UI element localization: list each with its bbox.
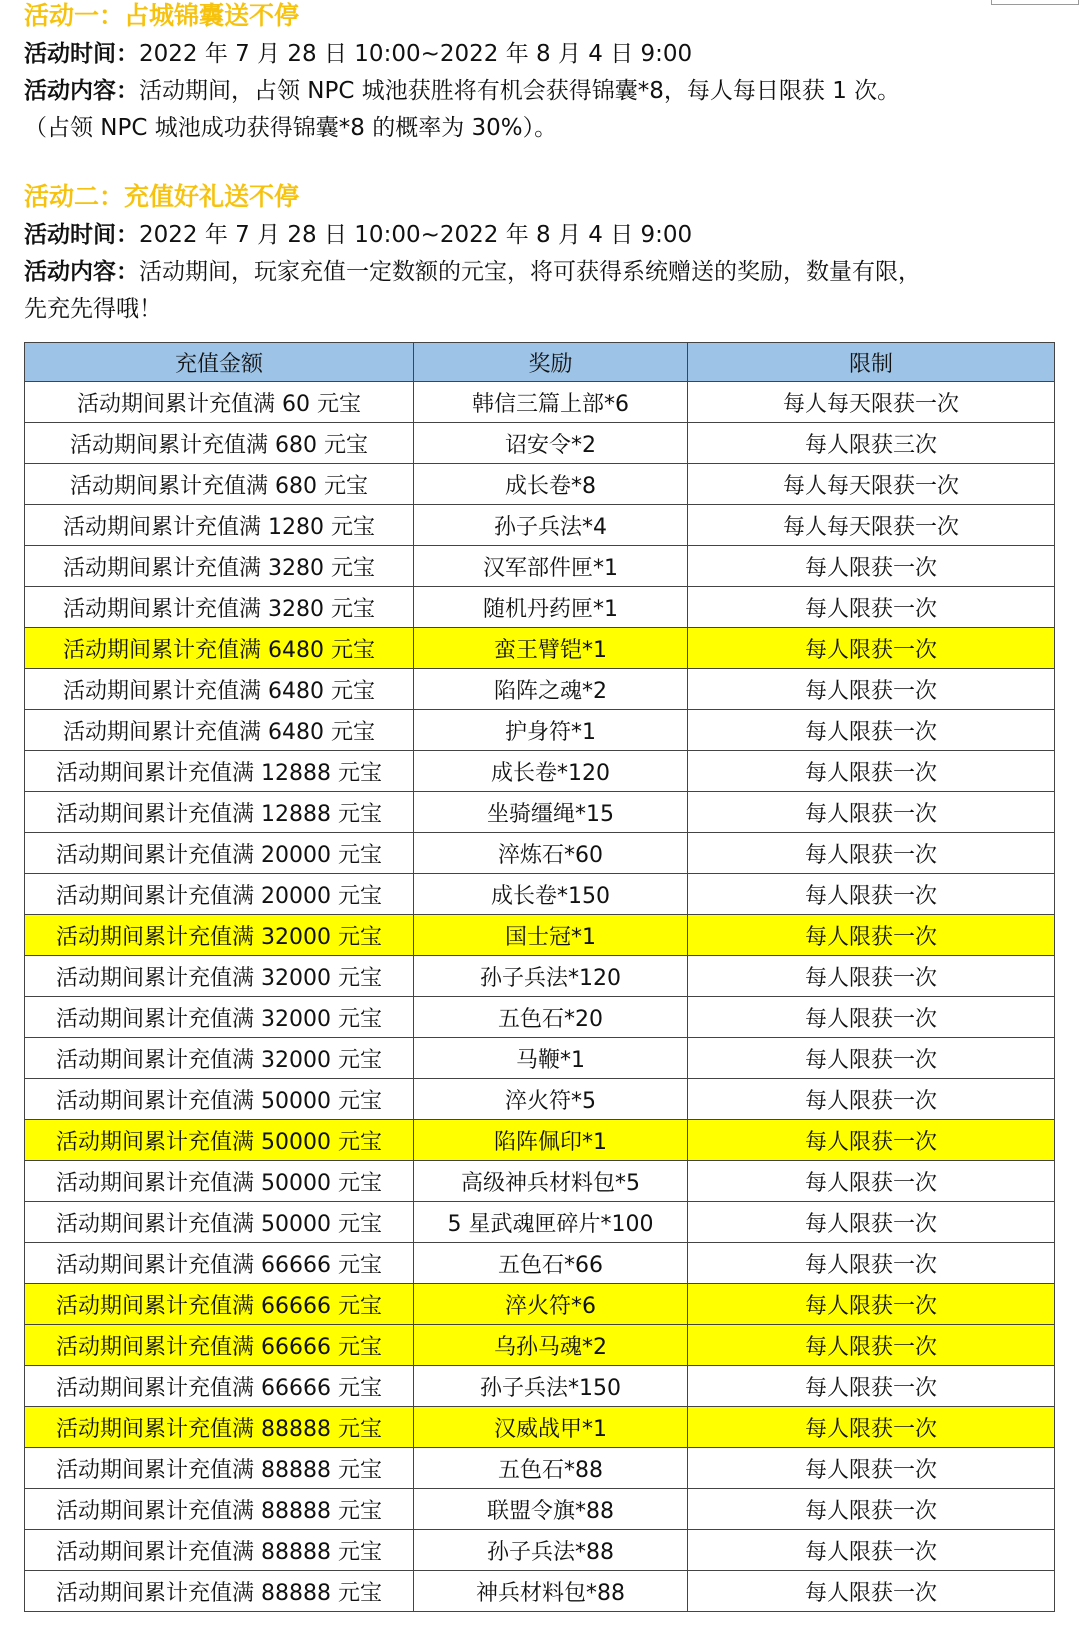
reward-cell: 国士冠*1 <box>414 915 688 956</box>
reward-cell: 孙子兵法*88 <box>414 1530 688 1571</box>
amount-cell: 活动期间累计充值满 88888 元宝 <box>25 1571 414 1612</box>
amount-cell: 活动期间累计充值满 66666 元宝 <box>25 1366 414 1407</box>
reward-cell: 乌孙马魂*2 <box>414 1325 688 1366</box>
table-row <box>25 1161 1055 1202</box>
amount-cell: 活动期间累计充值满 6480 元宝 <box>25 710 414 751</box>
reward-cell: 孙子兵法*4 <box>414 505 688 546</box>
table-row <box>25 833 1055 874</box>
limit-cell: 每人限获一次 <box>688 1530 1055 1571</box>
table-row <box>25 505 1055 546</box>
reward-cell: 成长卷*120 <box>414 751 688 792</box>
reward-cell: 陷阵佩印*1 <box>414 1120 688 1161</box>
table-row <box>25 546 1055 587</box>
amount-cell: 活动期间累计充值满 1280 元宝 <box>25 505 414 546</box>
amount-cell: 活动期间累计充值满 88888 元宝 <box>25 1530 414 1571</box>
reward-cell: 随机丹药匣*1 <box>414 587 688 628</box>
table-row <box>25 669 1055 710</box>
limit-cell: 每人限获一次 <box>688 669 1055 710</box>
table-row <box>25 1366 1055 1407</box>
activity2-content-label: 活动内容： <box>24 259 139 285</box>
activity1-content-line1: 活动期间，占领 NPC 城池获胜将有机会获得锦囊*8，每人每日限获 1 次。 <box>139 78 901 104</box>
amount-cell: 活动期间累计充值满 32000 元宝 <box>25 915 414 956</box>
limit-cell: 每人每天限获一次 <box>688 464 1055 505</box>
activity2-time-label: 活动时间： <box>24 222 139 248</box>
amount-cell: 活动期间累计充值满 50000 元宝 <box>25 1079 414 1120</box>
table-header-row <box>25 343 1055 382</box>
reward-cell: 孙子兵法*150 <box>414 1366 688 1407</box>
limit-cell: 每人限获一次 <box>688 956 1055 997</box>
table-row <box>25 1243 1055 1284</box>
limit-cell: 每人限获一次 <box>688 1079 1055 1120</box>
activity2-content-line1: 活动期间，玩家充值一定数额的元宝，将可获得系统赠送的奖励，数量有限， <box>139 259 921 285</box>
header-limit: 限制 <box>688 343 1055 382</box>
reward-cell: 成长卷*8 <box>414 464 688 505</box>
activity1-title: 活动一：占城锦囊送不停 <box>24 1 300 30</box>
reward-cell: 孙子兵法*120 <box>414 956 688 997</box>
reward-cell: 5 星武魂匣碎片*100 <box>414 1202 688 1243</box>
limit-cell: 每人限获一次 <box>688 587 1055 628</box>
reward-cell: 五色石*66 <box>414 1243 688 1284</box>
table-row <box>25 915 1055 956</box>
amount-cell: 活动期间累计充值满 32000 元宝 <box>25 997 414 1038</box>
table-row <box>25 1489 1055 1530</box>
table-row <box>25 382 1055 423</box>
limit-cell: 每人每天限获一次 <box>688 505 1055 546</box>
table-row <box>25 792 1055 833</box>
table-row <box>25 1079 1055 1120</box>
reward-cell: 护身符*1 <box>414 710 688 751</box>
activity1-content <box>24 73 1064 110</box>
table-row <box>25 874 1055 915</box>
table-row <box>25 1325 1055 1366</box>
amount-cell: 活动期间累计充值满 3280 元宝 <box>25 587 414 628</box>
limit-cell: 每人限获一次 <box>688 1448 1055 1489</box>
header-reward: 奖励 <box>414 343 688 382</box>
limit-cell: 每人限获一次 <box>688 1243 1055 1284</box>
table-row <box>25 1530 1055 1571</box>
limit-cell: 每人限获一次 <box>688 1161 1055 1202</box>
limit-cell: 每人限获一次 <box>688 1407 1055 1448</box>
limit-cell: 每人限获一次 <box>688 1202 1055 1243</box>
activity2-content-line2: 先充先得哦！ <box>24 296 162 322</box>
amount-cell: 活动期间累计充值满 12888 元宝 <box>25 792 414 833</box>
amount-cell: 活动期间累计充值满 50000 元宝 <box>25 1120 414 1161</box>
limit-cell: 每人限获一次 <box>688 710 1055 751</box>
amount-cell: 活动期间累计充值满 66666 元宝 <box>25 1325 414 1366</box>
table-row <box>25 1407 1055 1448</box>
limit-cell: 每人限获一次 <box>688 1038 1055 1079</box>
activity1-time-value: 2022 年 7 月 28 日 10:00~2022 年 8 月 4 日 9:00 <box>139 41 693 67</box>
reward-cell: 诏安令*2 <box>414 423 688 464</box>
reward-cell: 淬火符*5 <box>414 1079 688 1120</box>
reward-cell: 陷阵之魂*2 <box>414 669 688 710</box>
amount-cell: 活动期间累计充值满 66666 元宝 <box>25 1243 414 1284</box>
activity2-title: 活动二：充值好礼送不停 <box>24 182 300 211</box>
table-row <box>25 751 1055 792</box>
activity1-content-label: 活动内容： <box>24 78 139 104</box>
amount-cell: 活动期间累计充值满 6480 元宝 <box>25 669 414 710</box>
limit-cell: 每人限获一次 <box>688 751 1055 792</box>
amount-cell: 活动期间累计充值满 88888 元宝 <box>25 1448 414 1489</box>
table-row <box>25 956 1055 997</box>
limit-cell: 每人限获三次 <box>688 423 1055 464</box>
reward-cell: 五色石*20 <box>414 997 688 1038</box>
table-row <box>25 1571 1055 1612</box>
reward-cell: 联盟令旗*88 <box>414 1489 688 1530</box>
limit-cell: 每人限获一次 <box>688 1571 1055 1612</box>
reward-table-body <box>25 382 1055 1612</box>
reward-cell: 成长卷*150 <box>414 874 688 915</box>
reward-cell: 马鞭*1 <box>414 1038 688 1079</box>
activity2-content <box>24 254 1064 291</box>
reward-cell: 神兵材料包*88 <box>414 1571 688 1612</box>
reward-table <box>24 342 1055 1612</box>
header-amount: 充值金额 <box>25 343 414 382</box>
table-row <box>25 628 1055 669</box>
reward-cell: 汉军部件匣*1 <box>414 546 688 587</box>
amount-cell: 活动期间累计充值满 20000 元宝 <box>25 833 414 874</box>
limit-cell: 每人每天限获一次 <box>688 382 1055 423</box>
reward-cell: 淬火符*6 <box>414 1284 688 1325</box>
document-body <box>24 0 1064 328</box>
reward-cell: 蛮王臂铠*1 <box>414 628 688 669</box>
limit-cell: 每人限获一次 <box>688 997 1055 1038</box>
limit-cell: 每人限获一次 <box>688 1325 1055 1366</box>
reward-cell: 坐骑缰绳*15 <box>414 792 688 833</box>
limit-cell: 每人限获一次 <box>688 874 1055 915</box>
reward-cell: 五色石*88 <box>414 1448 688 1489</box>
activity1-time <box>24 36 1064 73</box>
limit-cell: 每人限获一次 <box>688 915 1055 956</box>
limit-cell: 每人限获一次 <box>688 792 1055 833</box>
table-row <box>25 587 1055 628</box>
table-row <box>25 997 1055 1038</box>
activity2-time <box>24 217 1064 254</box>
limit-cell: 每人限获一次 <box>688 833 1055 874</box>
limit-cell: 每人限获一次 <box>688 1120 1055 1161</box>
amount-cell: 活动期间累计充值满 50000 元宝 <box>25 1161 414 1202</box>
amount-cell: 活动期间累计充值满 32000 元宝 <box>25 956 414 997</box>
table-row <box>25 710 1055 751</box>
amount-cell: 活动期间累计充值满 50000 元宝 <box>25 1202 414 1243</box>
amount-cell: 活动期间累计充值满 20000 元宝 <box>25 874 414 915</box>
amount-cell: 活动期间累计充值满 680 元宝 <box>25 464 414 505</box>
table-row <box>25 464 1055 505</box>
table-row <box>25 1284 1055 1325</box>
amount-cell: 活动期间累计充值满 88888 元宝 <box>25 1407 414 1448</box>
amount-cell: 活动期间累计充值满 680 元宝 <box>25 423 414 464</box>
table-row <box>25 1202 1055 1243</box>
amount-cell: 活动期间累计充值满 66666 元宝 <box>25 1284 414 1325</box>
amount-cell: 活动期间累计充值满 60 元宝 <box>25 382 414 423</box>
activity1-content-line2: （占领 NPC 城池成功获得锦囊*8 的概率为 30%）。 <box>24 115 558 141</box>
amount-cell: 活动期间累计充值满 3280 元宝 <box>25 546 414 587</box>
limit-cell: 每人限获一次 <box>688 1366 1055 1407</box>
table-row <box>25 1120 1055 1161</box>
amount-cell: 活动期间累计充值满 6480 元宝 <box>25 628 414 669</box>
limit-cell: 每人限获一次 <box>688 546 1055 587</box>
amount-cell: 活动期间累计充值满 12888 元宝 <box>25 751 414 792</box>
amount-cell: 活动期间累计充值满 32000 元宝 <box>25 1038 414 1079</box>
amount-cell: 活动期间累计充值满 88888 元宝 <box>25 1489 414 1530</box>
table-row <box>25 1448 1055 1489</box>
limit-cell: 每人限获一次 <box>688 1489 1055 1530</box>
reward-cell: 高级神兵材料包*5 <box>414 1161 688 1202</box>
limit-cell: 每人限获一次 <box>688 628 1055 669</box>
reward-cell: 淬炼石*60 <box>414 833 688 874</box>
reward-cell: 韩信三篇上部*6 <box>414 382 688 423</box>
table-row <box>25 1038 1055 1079</box>
activity2-time-value: 2022 年 7 月 28 日 10:00~2022 年 8 月 4 日 9:00 <box>139 222 693 248</box>
table-row <box>25 423 1055 464</box>
reward-cell: 汉威战甲*1 <box>414 1407 688 1448</box>
activity1-time-label: 活动时间： <box>24 41 139 67</box>
limit-cell: 每人限获一次 <box>688 1284 1055 1325</box>
